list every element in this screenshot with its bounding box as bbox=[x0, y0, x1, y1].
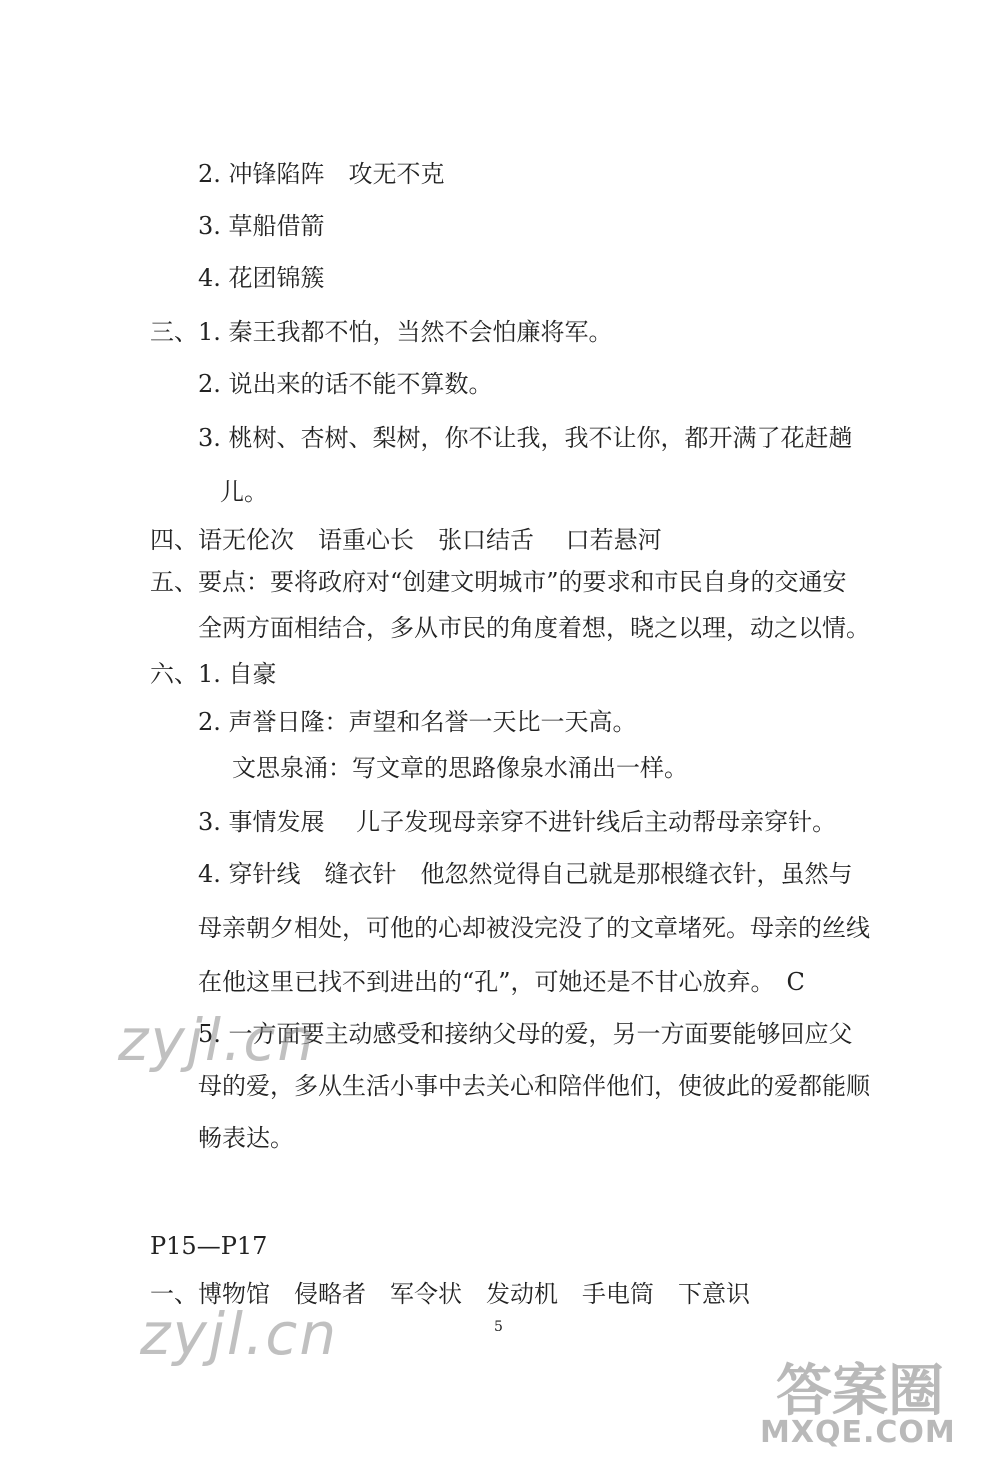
corner-watermark-title: 答案圈 bbox=[776, 1359, 944, 1424]
answer-line: 2. 冲锋陷阵 攻无不克 bbox=[198, 160, 445, 188]
answer-line: 全两方面相结合，多从市民的角度着想，晓之以理，动之以情。 bbox=[198, 614, 870, 642]
watermark: zyjl.cn bbox=[118, 1006, 317, 1074]
corner-watermark bbox=[752, 1347, 982, 1457]
answer-line: 在他这里已找不到进出的“孔”，可她还是不甘心放弃。 C bbox=[198, 968, 805, 996]
answer-line: 2. 说出来的话不能不算数。 bbox=[198, 370, 493, 398]
answer-line: 2. 声誉日隆：声望和名誉一天比一天高。 bbox=[198, 708, 637, 736]
answer-line: 五、要点：要将政府对“创建文明城市”的要求和市民自身的交通安 bbox=[150, 568, 847, 596]
answer-line: 母亲朝夕相处，可他的心却被没完没了的文章堵死。母亲的丝线 bbox=[198, 914, 870, 942]
section-heading: P15—P17 bbox=[150, 1232, 268, 1260]
answer-line: 4. 穿针线 缝衣针 他忽然觉得自己就是那根缝衣针，虽然与 bbox=[198, 860, 853, 888]
answer-line: 4. 花团锦簇 bbox=[198, 264, 325, 292]
corner-watermark-url: MXQE.COM bbox=[760, 1415, 956, 1450]
answer-line: 3. 事情发展 儿子发现母亲穿不进针线后主动帮母亲穿针。 bbox=[198, 808, 837, 836]
answer-line: 3. 草船借箭 bbox=[198, 212, 325, 240]
answer-line: 3. 桃树、杏树、梨树，你不让我，我不让你，都开满了花赶趟 bbox=[198, 424, 853, 452]
answer-line: 一、博物馆 侵略者 军令状 发动机 手电筒 下意识 bbox=[150, 1280, 750, 1308]
answer-line: 母的爱，多从生活小事中去关心和陪伴他们，使彼此的爱都能顺 bbox=[198, 1072, 870, 1100]
page-number: 5 bbox=[494, 1319, 503, 1335]
answer-line: 六、1. 自豪 bbox=[150, 660, 277, 688]
answer-line: 儿。 bbox=[220, 478, 268, 506]
answer-line: 三、1. 秦王我都不怕，当然不会怕廉将军。 bbox=[150, 318, 613, 346]
answer-line: 5. 一方面要主动感受和接纳父母的爱，另一方面要能够回应父 bbox=[198, 1020, 853, 1048]
answer-line: 畅表达。 bbox=[198, 1124, 294, 1152]
answer-line: 四、语无伦次 语重心长 张口结舌 口若悬河 bbox=[150, 526, 662, 554]
watermark: zyjl.cn bbox=[140, 1300, 339, 1368]
answer-line: 文思泉涌：写文章的思路像泉水涌出一样。 bbox=[232, 754, 688, 782]
